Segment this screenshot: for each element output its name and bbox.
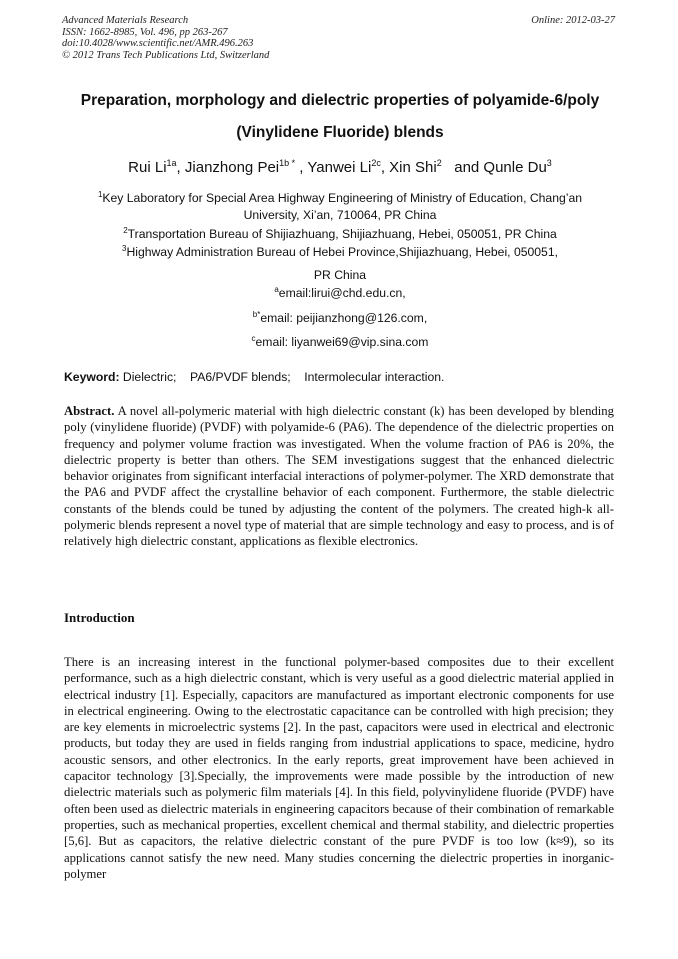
affiliation-3-line-1 <box>40 244 640 259</box>
journal-header <box>62 15 269 61</box>
affiliation-text: Highway Administration Bureau of Hebei Province,Shijiazhuang, Hebei, 050051, <box>126 245 558 260</box>
email-mark: c <box>251 334 256 343</box>
affiliation-3-line-2: PR China <box>313 268 367 282</box>
abstract <box>64 403 614 550</box>
author-name: Qunle Du <box>483 159 547 176</box>
paper-title-line-1: Preparation, morphology and dielectric properties of polyamide-6/poly <box>80 92 600 109</box>
keywords <box>64 370 444 384</box>
affiliation-mark: 1 <box>97 190 103 199</box>
affiliation-mark: 3 <box>121 244 127 253</box>
journal-copyright: © 2012 Trans Tech Publications Ltd, Switzerland <box>62 49 270 61</box>
author-affiliation-mark: 1b * <box>279 158 296 168</box>
author-name: Yanwei Li <box>307 159 372 176</box>
author-name: Jianzhong Pei <box>184 159 280 176</box>
keywords-label: Keyword: <box>64 370 120 384</box>
introduction-text: There is an increasing interest in the functional polymer-based composites due to their excellent performance, such as a high dielectric constant, which is very useful as a good dielectric material applied in electrical industry [1]. Especially, capacitors are manufactured as important electronic components for use in electrical engineering. Owing to the electrostatic capacitance can be controlled with high precision; they are key elements in microelectric systems [2]. In the past, capacitors were used in electrical and electronic products, but today they are used in fields ranging from industrial applications to space, medicine, hydro acoustic sensors, and other electronics. In the early reports, great improvement have been achieved in capacitor technology [3].Specially, the improvements were made possible by the introduction of new dielectric materials such as polymeric film materials [4]. In this field, polyvinylidene fluoride (PVDF) have often been used as dielectric materials in engineering capacitors because of their combination of remarkable properties, such as mechanical properties, excellent chemical and thermal stability, and dielectric properties [5,6]. But as capacitors, the relative dielectric constant of the pure PVDF is too low (k≈9), so its applications cannot satisfy the new need. Many studies concerning the dielectric properties in inorganic-polymer <box>64 655 614 881</box>
author-affiliation-mark: 2c <box>371 158 381 168</box>
affiliation-1-line-2: University, Xi’an, 710064, PR China <box>243 208 437 222</box>
online-date: Online: 2012-03-27 <box>531 15 615 26</box>
author-name: Xin Shi <box>389 159 437 176</box>
email-c <box>40 334 640 349</box>
author-affiliation-mark: 1a <box>166 158 177 168</box>
keywords-list: Dielectric; PA6/PVDF blends; Intermolecular interaction. <box>122 370 445 384</box>
affiliation-2 <box>40 226 640 241</box>
affiliation-text: Transportation Bureau of Shijiazhuang, Shijiazhuang, Hebei, 050051, PR China <box>127 227 557 242</box>
abstract-text: A novel all-polymeric material with high dielectric constant (k) has been developed by blending poly (vinylidene fluoride) (PVDF) with polyamide-6 (PA6). The dependence of the dielectric properties on frequency and polymer volume fraction was investigated. When the volume fraction of PA6 is 20%, the dielectric property is better than others. The SEM investigations suggest that the enhanced dielectric behavior originates from significant interfacial interactions of polymer-polymer. The XRD demonstrate that the PA6 and PVDF affect the crystalline behavior of each component. Furthermore, the stable dielectric constants of the blends could be tuned by adjusting the content of the polymers. The created high-k all-polymeric blends represent a novel type of material that are simple technology and easy to process, and is of relatively high dielectric constant, applications as flexible electronics. <box>64 404 614 549</box>
email-mark: a <box>274 285 279 294</box>
email-text: email:lirui@chd.edu.cn, <box>278 286 406 301</box>
affiliation-mark: 2 <box>123 226 128 235</box>
author-affiliation-mark: 3 <box>546 158 552 168</box>
author-name: Rui Li <box>128 159 167 176</box>
journal-issn: ISSN: 1662-8985, Vol. 496, pp 263-267 <box>62 26 228 38</box>
journal-doi: doi:10.4028/www.scientific.net/AMR.496.263 <box>62 38 254 49</box>
introduction-heading: Introduction <box>64 610 135 625</box>
abstract-label: Abstract. <box>64 404 115 418</box>
affiliation-1-line-1 <box>40 190 640 205</box>
affiliation-text: Key Laboratory for Special Area Highway Engineering of Ministry of Education, Chang’an <box>102 191 583 206</box>
email-text: email: liyanwei69@vip.sina.com <box>255 335 429 350</box>
email-a <box>40 285 640 300</box>
author-list: Rui $Li^{1a}$, Jianzhong Pei$^{1b *}$ , Yanwei $Li^{2c}$, Xin Shi$^2$ and Qunle Du$^3$ <box>128 158 552 176</box>
email-text: email: peijianzhong@126.com, <box>260 311 428 326</box>
author-affiliation-mark: 2 <box>436 158 442 168</box>
email-mark: b* <box>252 310 261 319</box>
journal-name: Advanced Materials Research <box>62 15 189 26</box>
paper-title-line-2: (Vinylidene Fluoride) blends <box>236 124 444 141</box>
email-b <box>40 310 640 325</box>
